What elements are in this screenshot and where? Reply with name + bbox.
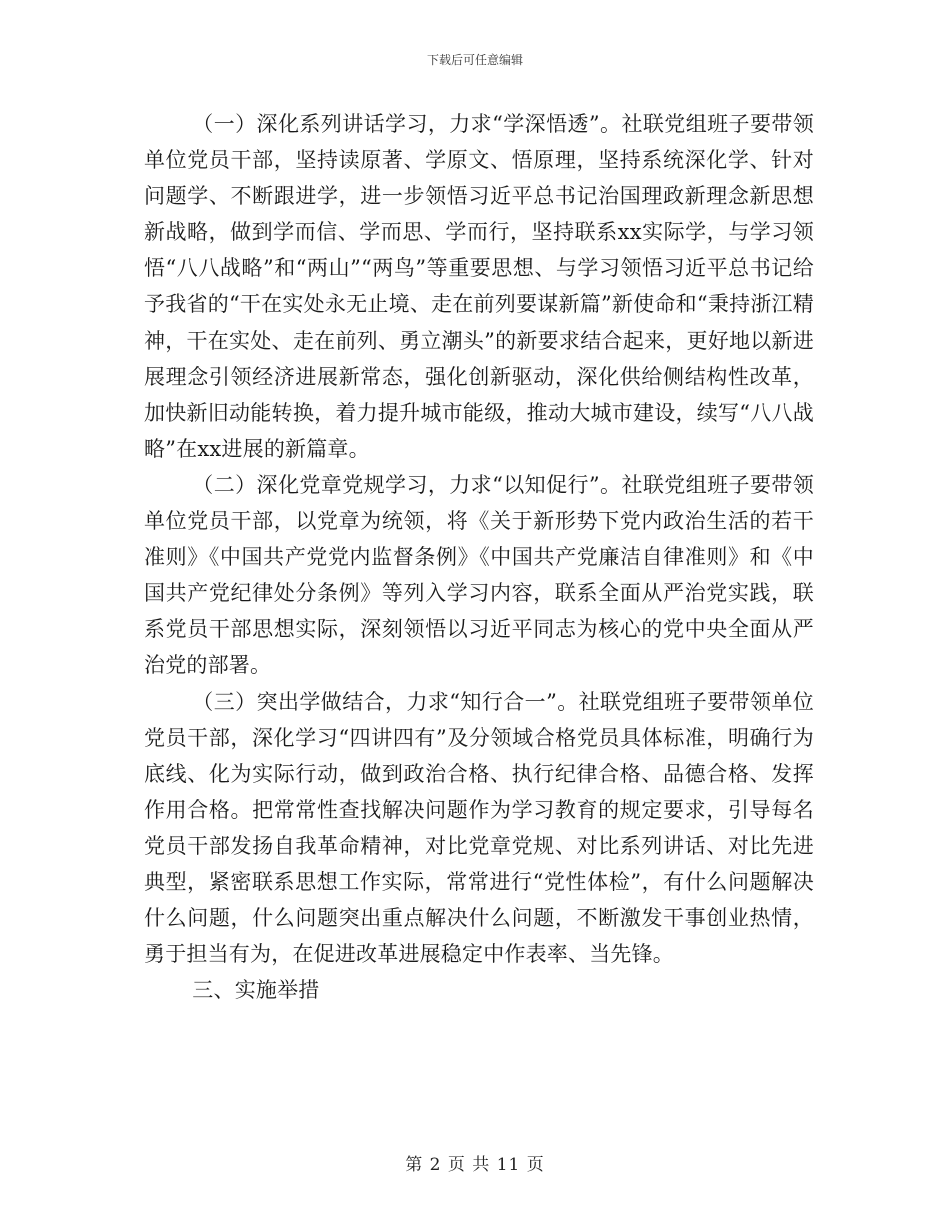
document-body xyxy=(144,106,814,1008)
page-header: 下载后可任意编辑 xyxy=(426,53,523,67)
page-number: 第 2 页 共 11 页 xyxy=(405,1155,545,1175)
paragraph-study-speeches: （一）深化系列讲话学习，力求“学深悟透”。社联党组班子要带领单位党员干部，坚持读原著、学原文、悟原理，坚持系统深化学、针对问题学、不断跟进学，进一步领悟习近平总书记治国理政新理念新思想新战略，做到学而信、学而思、学而行，坚持联系xx实际学，与学习领悟“八八战略”和“两山”“两鸟”等重要思想、与学习领悟习近平总书记给予我省的“干在实处永无止境、走在前列要谋新篇”新使命和“秉持浙江精神，干在实处、走在前列、勇立潮头”的新要求结合起来，更好地以新进展理念引领经济进展新常态，强化创新驱动，深化供给侧结构性改革，加快新旧动能转换，着力提升城市能级，推动大城市建设，续写“八八战略”在xx进展的新篇章。 xyxy=(144,112,814,461)
section-heading-measures: 三、实施举措 xyxy=(192,978,320,1003)
paragraph-learn-and-practice: （三）突出学做结合，力求“知行合一”。社联党组班子要带领单位党员干部，深化学习“四讲四有”及分领域合格党员具体标准，明确行为底线、化为实际行动，做到政治合格、执行纪律合格、品德合格、发挥作用合格。把常常性查找解决问题作为学习教育的规定要求，引导每名党员干部发扬自我革命精神，对比党章党规、对比系列讲话、对比先进典型，紧密联系思想工作实际，常常进行“党性体检”，有什么问题解决什么问题，什么问题突出重点解决什么问题，不断激发干事创业热情，勇于担当有为，在促进改革进展稳定中作表率、当先锋。 xyxy=(144,689,814,967)
paragraph-study-party-rules: （二）深化党章党规学习，力求“以知促行”。社联党组班子要带领单位党员干部，以党章为统领，将《关于新形势下党内政治生活的若干准则》《中国共产党党内监督条例》《中国共产党廉洁自律准则》和《中国共产党纪律处分条例》等列入学习内容，联系全面从严治党实践，联系党员干部思想实际，深刻领悟以习近平同志为核心的党中央全面从严治党的部署。 xyxy=(144,472,814,678)
